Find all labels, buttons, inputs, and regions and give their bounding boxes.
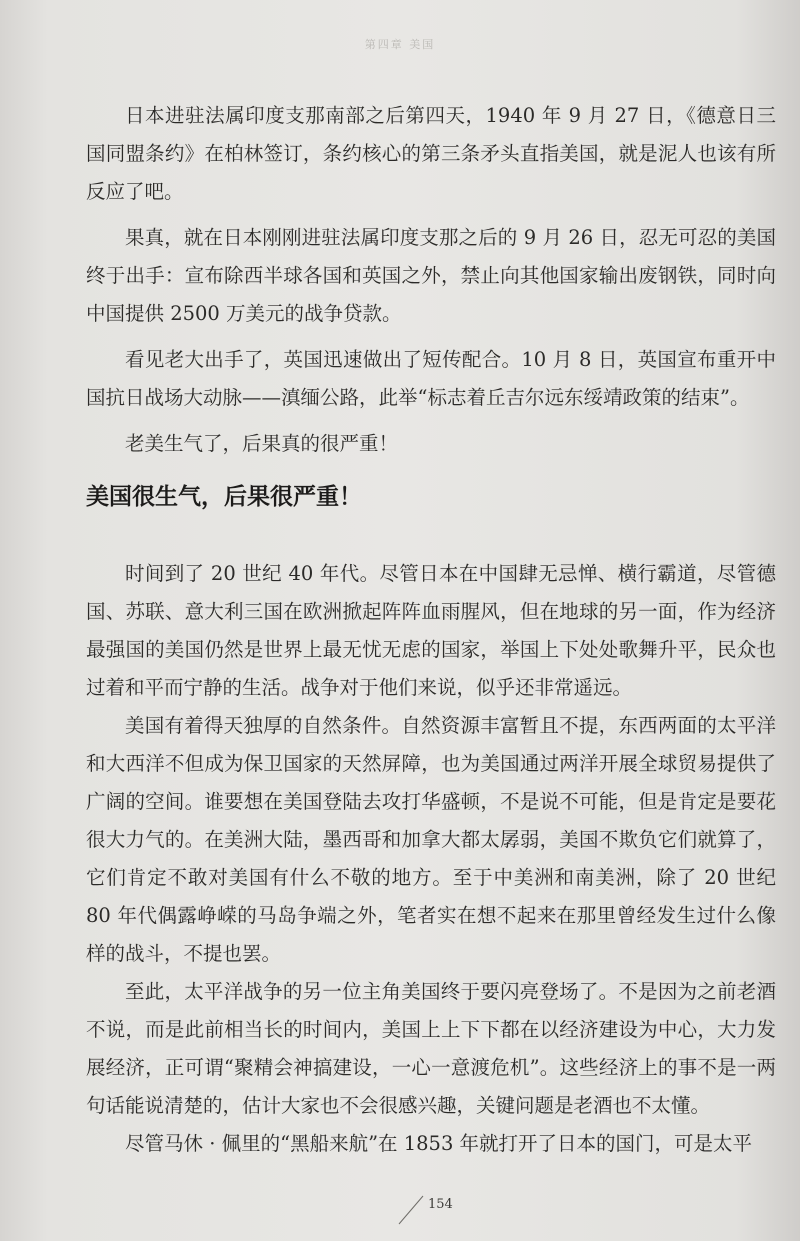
paragraph: 美国有着得天独厚的自然条件。自然资源丰富暂且不提，东西两面的太平洋和大西洋不但成为保卫国家的天然屏障，也为美国通过两洋开展全球贸易提供了广阔的空间。谁要想在美国登陆去攻打华盛顿，不是说不可能，但是肯定是要花很大力气的。在美洲大陆，墨西哥和加拿大都太孱弱，美国不欺负它们就算了，它们肯定不敢对美国有什么不敬的地方。至于中美洲和南美洲，除了 20 世纪 80 年代偶露峥嵘的马岛争端之外，笔者实在想不起来在那里曾经发生过什么像样的战斗，不提也罢。 xyxy=(86,714,776,965)
paragraph: 尽管马休 · 佩里的“黑船来航”在 1853 年就打开了日本的国门，可是太平 xyxy=(125,1132,753,1155)
section-heading: 美国很生气，后果很严重！ xyxy=(86,484,362,510)
paragraph: 日本进驻法属印度支那南部之后第四天，1940 年 9 月 27 日，《德意日三国同盟条约》在柏林签订，条约核心的第三条矛头直指美国，就是泥人也该有所反应了吧。 xyxy=(86,104,776,203)
paragraph: 看见老大出手了，英国迅速做出了短传配合。10 月 8 日，英国宣布重开中国抗日战场大动脉——滇缅公路，此举“标志着丘吉尔远东绥靖政策的结束”。 xyxy=(86,348,776,409)
paragraph: 至此，太平洋战争的另一位主角美国终于要闪亮登场了。不是因为之前老酒不说，而是此前相当长的时间内，美国上上下下都在以经济建设为中心，大力发展经济，正可谓“聚精会神搞建设，一心一意渡危机”。这些经济上的事不是一两句话能说清楚的，估计大家也不会很感兴趣，关键问题是老酒也不太懂。 xyxy=(86,980,776,1117)
running-head: 第四章 美国 xyxy=(364,38,436,51)
page-footer xyxy=(0,1193,800,1233)
paragraph: 老美生气了，后果真的很严重！ xyxy=(125,432,399,455)
section-1-text xyxy=(86,97,776,463)
page-number: 154 xyxy=(428,1197,453,1212)
paragraph: 时间到了 20 世纪 40 年代。尽管日本在中国肆无忌惮、横行霸道，尽管德国、苏联、意大利三国在欧洲掀起阵阵血雨腥风，但在地球的另一面，作为经济最强国的美国仍然是世界上最无忧无虑的国家，举国上下处处歌舞升平，民众也过着和平而宁静的生活。战争对于他们来说，似乎还非常遥远。 xyxy=(86,562,776,699)
slash-ornament-icon xyxy=(395,1195,425,1225)
section-2-text xyxy=(86,555,776,1163)
paragraph: 果真，就在日本刚刚进驻法属印度支那之后的 9 月 26 日，忍无可忍的美国终于出手：宣布除西半球各国和英国之外，禁止向其他国家输出废钢铁，同时向中国提供 2500 万美元的战争贷款。 xyxy=(86,226,776,325)
